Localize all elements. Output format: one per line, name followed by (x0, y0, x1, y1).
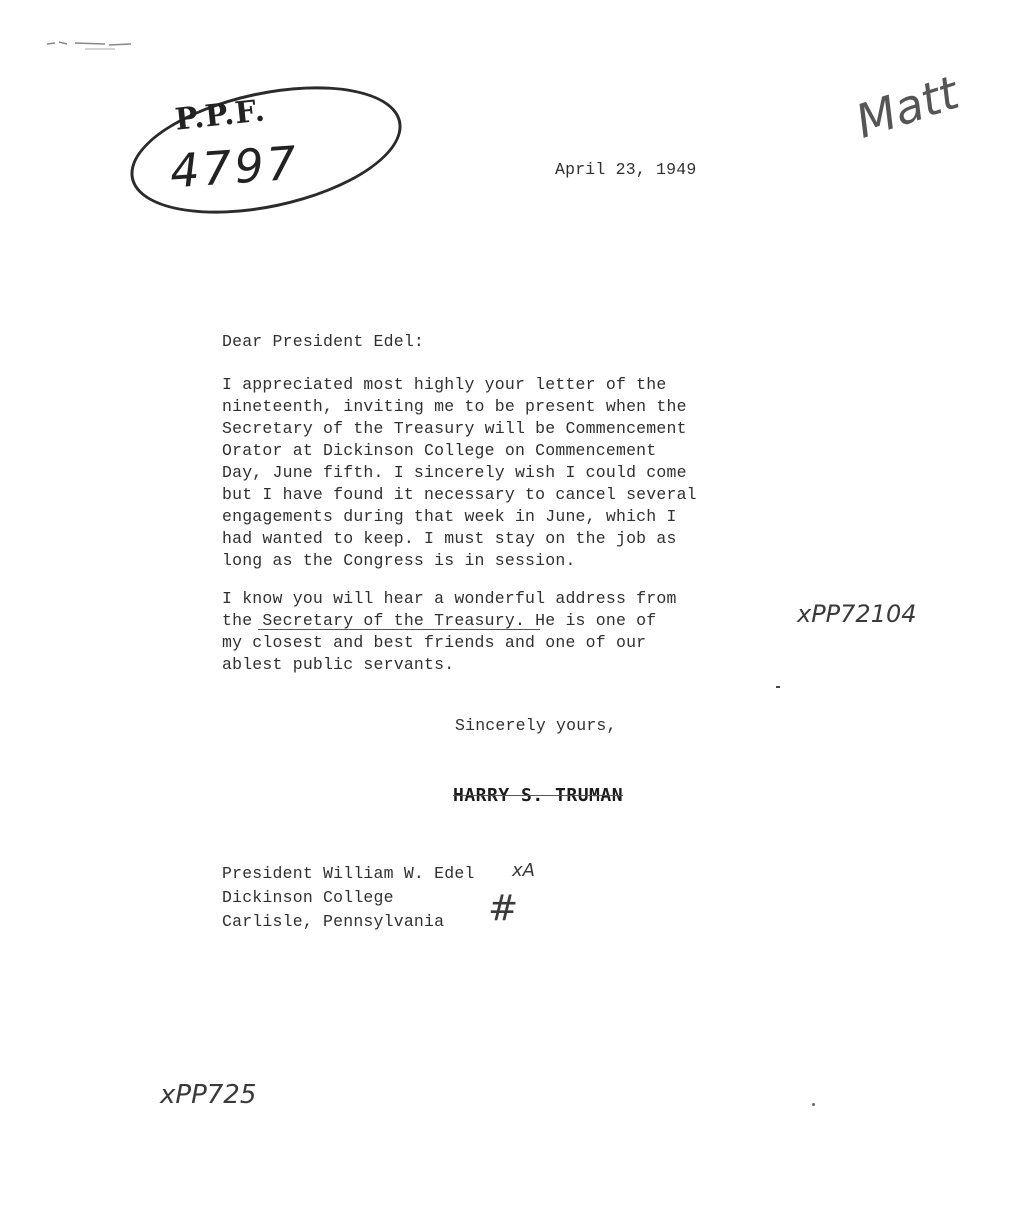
paragraph-line: I appreciated most highly your letter of the (222, 375, 667, 394)
ink-speck (776, 686, 780, 688)
address-line: Dickinson College (222, 888, 394, 907)
salutation: Dear President Edel: (222, 332, 425, 351)
paragraph-2 (222, 588, 782, 676)
paragraph-line: Orator at Dickinson College on Commencement (222, 441, 657, 460)
letter-date: April 23, 1949 (555, 160, 697, 179)
file-stamp-label: P.P.F. (173, 93, 268, 138)
paragraph-line: Secretary of the Treasury will be Commencement (222, 419, 687, 438)
address-line: President William W. Edel (222, 864, 475, 883)
paragraph-line: engagements during that week in June, which I (222, 507, 677, 526)
paragraph-line: my closest and best friends and one of our (222, 633, 647, 652)
closing: Sincerely yours, (455, 716, 617, 735)
handwritten-ref-side: xPP72104 (797, 600, 917, 628)
paragraph-line: nineteenth, inviting me to be present when the (222, 397, 687, 416)
address-block (222, 862, 475, 934)
paragraph-line: the Secretary of the Treasury. He is one of (222, 611, 657, 630)
paragraph-line: had wanted to keep. I must stay on the job as (222, 529, 677, 548)
stray-marks (45, 38, 135, 52)
paragraph-line: I know you will hear a wonderful address from (222, 589, 677, 608)
handwritten-ref-bottom: xPP725 (160, 1080, 257, 1110)
handwritten-note-matt: Matt (849, 65, 965, 149)
address-line: Carlisle, Pennsylvania (222, 912, 445, 931)
ink-speck (812, 1103, 815, 1106)
handwritten-hash-mark: # (488, 888, 519, 929)
paragraph-line: but I have found it necessary to cancel several (222, 485, 697, 504)
file-stamp-number: 4797 (168, 135, 301, 199)
paragraph-line: ablest public servants. (222, 655, 455, 674)
paragraph-line: Day, June fifth. I sincerely wish I could come (222, 463, 687, 482)
paragraph-line: long as the Congress is in session. (222, 551, 576, 570)
handwritten-underline (258, 629, 540, 630)
signature-typed: HARRY S. TRUMAN (453, 785, 624, 806)
paragraph-1 (222, 374, 782, 572)
handwritten-mark-xa: xA (512, 860, 535, 881)
